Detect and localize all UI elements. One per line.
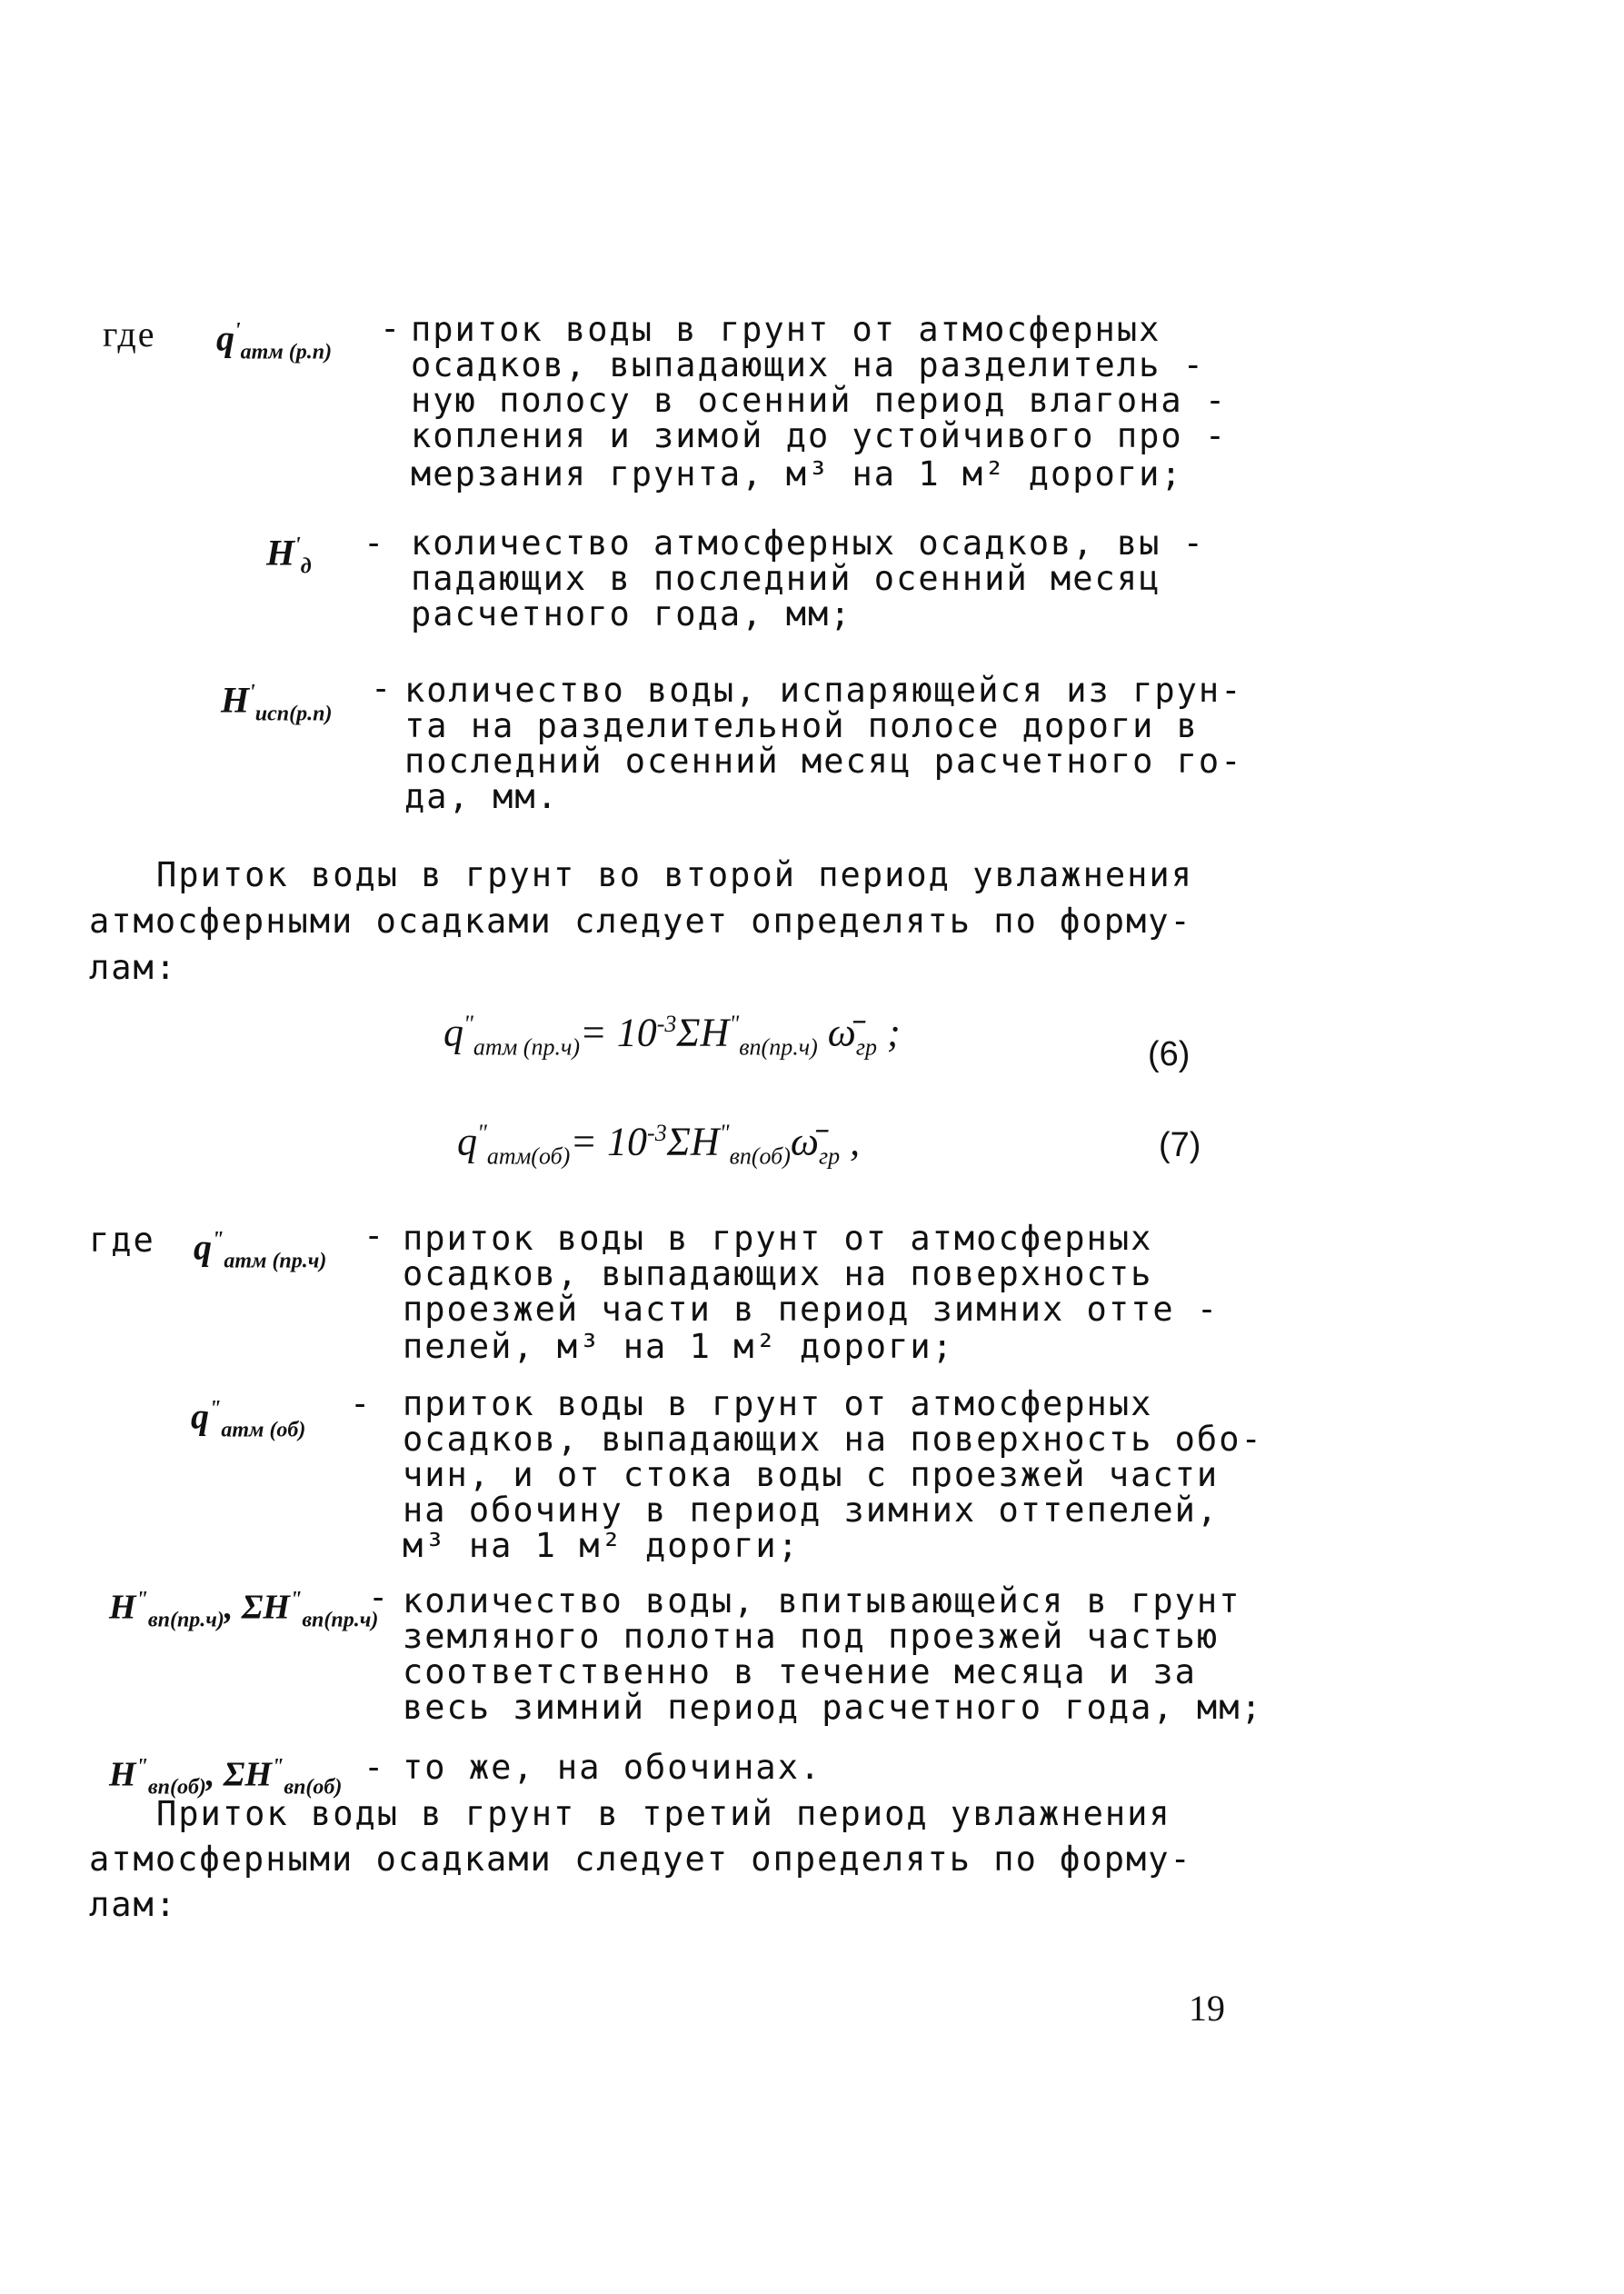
text-line: последний осенний месяц расчетного го- xyxy=(404,742,1243,781)
text-line: лам: xyxy=(89,948,178,987)
dash-2: - xyxy=(364,524,384,563)
page-number: 19 xyxy=(1189,1988,1225,2029)
dash-1: - xyxy=(380,309,401,348)
text-line: приток воды в грунт от атмосферных xyxy=(411,310,1161,349)
dash-5: - xyxy=(350,1384,371,1423)
text-line: приток воды в грунт от атмосферных xyxy=(403,1219,1153,1258)
text-line: копления и зимой до устойчивого про - xyxy=(411,416,1228,455)
term-q-atm-rp: $q'_{атм (р.п)}$ xyxy=(216,317,333,364)
text-line: падающих в последний осенний месяц xyxy=(411,559,1161,598)
where-word-2: где xyxy=(89,1221,155,1260)
text-line: пелей, м³ на 1 м² дороги; xyxy=(403,1327,954,1366)
formula-7: $q^"_{атм(об)}=$ $10^{-3}\Sigma H^"_{вп(об)}\omegā_{гр}$ , xyxy=(457,1119,861,1170)
text-line: м³ на 1 м² дороги; xyxy=(403,1526,800,1565)
dash-3: - xyxy=(371,669,392,708)
text-line: проезжей части в период зимних отте - xyxy=(403,1290,1220,1329)
text-line: соответственно в течение месяца и за xyxy=(403,1652,1197,1691)
term-q-atm-ob: $q^"_{атм (об)}$ xyxy=(191,1395,306,1442)
dash-6: - xyxy=(368,1578,389,1617)
dash-7: - xyxy=(364,1748,384,1787)
equation-number-6: (6) xyxy=(1148,1035,1191,1073)
text-line: Приток воды в грунт в третий период увлажнения xyxy=(156,1794,1171,1833)
term-h-d: $H'_д$ xyxy=(266,532,312,579)
text-line: количество атмосферных осадков, вы - xyxy=(411,524,1205,563)
dash-4: - xyxy=(364,1216,384,1255)
text-line: мерзания грунта, м³ на 1 м² дороги; xyxy=(411,454,1183,494)
text-line: Приток воды в грунт во второй период увлажнения xyxy=(156,855,1193,894)
text-line: количество воды, испаряющейся из грун- xyxy=(404,671,1243,710)
text-line: на обочину в период зимних оттепелей, xyxy=(403,1491,1220,1530)
text-line: та на разделительной полосе дороги в xyxy=(404,706,1199,745)
text-line: земляного полотна под проезжей частью xyxy=(403,1617,1220,1656)
text-line: лам: xyxy=(89,1885,178,1924)
text-line: атмосферными осадками следует определять по форму- xyxy=(89,902,1192,941)
text-line: атмосферными осадками следует определять по форму- xyxy=(89,1840,1192,1879)
text-line: ную полосу в осенний период влагона - xyxy=(411,381,1228,420)
where-word-1: где xyxy=(103,314,156,354)
term-q-atm-prch: $q^"_{атм (пр.ч)}$ xyxy=(194,1226,327,1273)
formula-6: $q^"_{атм (пр.ч)}= 10^{-3}\Sigma H^"_{вп(пр.ч)}$ $\omegā_{гр}$ ; xyxy=(443,1010,901,1061)
text-line: чин, и от стока воды с проезжей части xyxy=(403,1455,1220,1494)
definition-h-vp-ob: то же, на обочинах. xyxy=(403,1748,822,1787)
equation-number-7: (7) xyxy=(1159,1126,1201,1164)
text-line: количество воды, впитывающейся в грунт xyxy=(403,1581,1241,1621)
text-line: весь зимний период расчетного года, мм; xyxy=(403,1688,1263,1727)
text-line: приток воды в грунт от атмосферных xyxy=(403,1384,1153,1423)
text-line: осадков, выпадающих на поверхность обо- xyxy=(403,1420,1263,1459)
text-line: осадков, выпадающих на поверхность xyxy=(403,1254,1153,1293)
term-h-isp-rp: $H'_{исп(р.п)}$ xyxy=(221,679,333,726)
term-h-vp-ob-pair: $H^"_{вп(об)}$, $\Sigma H^"_{вп(об)}$ xyxy=(109,1755,343,1800)
term-h-vp-prch-pair: $H^"_{вп(пр.ч)}$, $\Sigma H^"_{вп(пр.ч)}$ xyxy=(109,1588,379,1632)
text-line: расчетного года, мм; xyxy=(411,594,852,633)
text-line: осадков, выпадающих на разделитель - xyxy=(411,345,1205,384)
text-line: да, мм. xyxy=(404,777,559,816)
